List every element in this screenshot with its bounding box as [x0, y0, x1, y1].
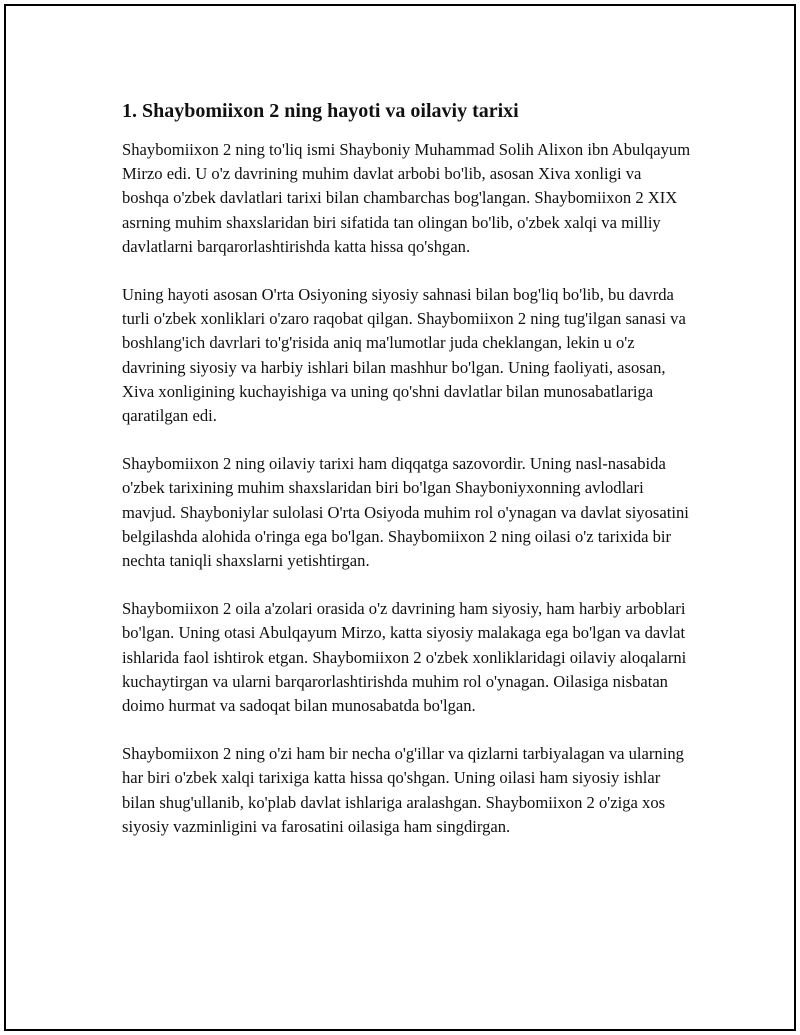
paragraph-4: Shaybomiixon 2 oila a'zolari orasida o'z davrining ham siyosiy, ham harbiy arboblari bo'lgan. Uning otasi Abulqayum Mirzo, katta siyosiy malakaga ega bo'lgan va davlat ishlarida faol ishtirok etgan. Shaybomiixon 2 o'zbek xonliklaridagi oilaviy aloqalarni kuchaytirgan va ularni barqarorlashtirishda muhim rol o'ynagan. Oilasiga nisbatan doimo hurmat va sadoqat bilan munosabatda bo'lgan.: [122, 599, 687, 716]
document-body: [122, 98, 692, 863]
document-page: [4, 4, 796, 1031]
paragraph-2: Uning hayoti asosan O'rta Osiyoning siyosiy sahnasi bilan bog'liq bo'lib, bu davrda turli o'zbek xonliklari o'zaro raqobat qilgan. Shaybomiixon 2 ning tug'ilgan sanasi va boshlang'ich davrlari to'g'risida aniq ma'lumotlar juda cheklangan, lekin u o'z davrining siyosiy va harbiy ishlari bilan mashhur bo'lgan. Uning faoliyati, asosan, Xiva xonligining kuchayishiga va uning qo'shni davlatlar bilan munosabatlariga qaratilgan edi.: [122, 285, 686, 426]
paragraph-1: Shaybomiixon 2 ning to'liq ismi Shayboniy Muhammad Solih Alixon ibn Abulqayum Mirzo edi. U o'z davrining muhim davlat arbobi bo'lib, asosan Xiva xonligi va boshqa o'zbek davlatlari tarixi bilan chambarchas bog'langan. Shaybomiixon 2 XIX asrning muhim shaxslaridan biri sifatida tan olingan bo'lib, o'zbek xalqi va milliy davlatlarni barqarorlashtirishda katta hissa qo'shgan.: [122, 140, 691, 256]
paragraph-3: Shaybomiixon 2 ning oilaviy tarixi ham diqqatga sazovordir. Uning nasl-nasabida o'zbek tarixining muhim shaxslaridan biri bo'lgan Shayboniyxonning avlodlari mavjud. Shayboniylar sulolasi O'rta Osiyoda muhim rol o'ynagan va davlat siyosatini belgilashda alohida o'ringa ega bo'lgan. Shaybomiixon 2 ning oilasi o'z tarixida bir nechta taniqli shaxslarni yetishtirgan.: [122, 454, 689, 571]
section-heading: 1. Shaybomiixon 2 ning hayoti va oilaviy tarixi: [122, 100, 519, 122]
paragraph-5: Shaybomiixon 2 ning o'zi ham bir necha o'g'illar va qizlarni tarbiyalagan va ularning har biri o'zbek xalqi tarixiga katta hissa qo'shgan. Uning oilasi ham siyosiy ishlar bilan shug'ullanib, ko'plab davlat ishlariga aralashgan. Shaybomiixon 2 o'ziga xos siyosiy vazminligini va farosatini oilasiga ham singdirgan.: [122, 744, 684, 836]
